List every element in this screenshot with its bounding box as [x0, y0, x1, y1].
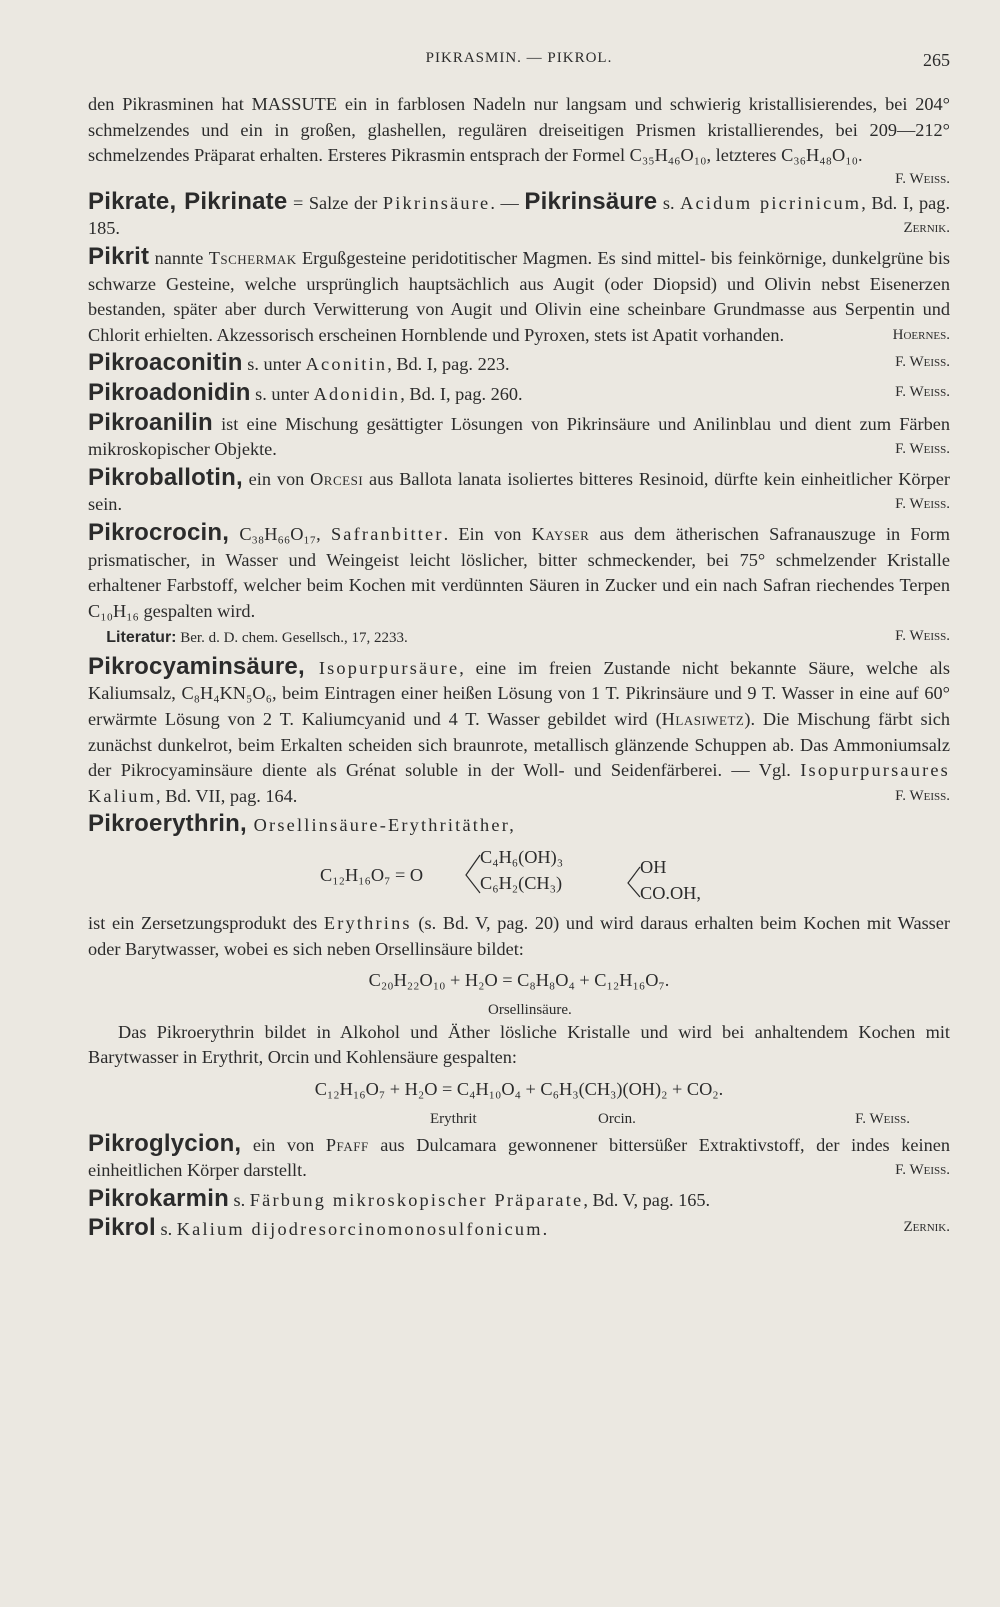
- entry-keyword: Pikrinsäure: [524, 187, 658, 215]
- entry-keyword: Pikroballotin,: [88, 463, 243, 491]
- signature: F. Weiss.: [895, 496, 950, 513]
- signature: F. Weiss.: [895, 170, 950, 187]
- entry-pikroglycion: Pikroglycion, ein von Pfaff aus Dulcamara gewonnener bittersüßer Extraktivstoff, der indes keinen einheitlichen Körper darstellt. F. Weiss.: [88, 1131, 950, 1184]
- structural-formula: C₁₂H₁₆O₇ = O C₄H₆(OH)₃ C₆H₂(CH₃) OH CO.OH,: [88, 845, 950, 909]
- equation-caption: Orsellinsäure.: [488, 1001, 572, 1018]
- entry-pikroanilin: Pikroanilin ist eine Mischung gesättigter Lösungen von Pikrinsäure und Anilinblau und dient zum Färben mikroskopischer Objekte. F. Weiss.: [88, 410, 950, 463]
- signature: F. Weiss.: [895, 628, 950, 645]
- entry-keyword: Pikroanilin: [88, 408, 213, 436]
- signature: F. Weiss.: [895, 441, 950, 458]
- entry-pikroerythrin: Pikroerythrin, Orsellinsäure-Erythritäther, C₁₂H₁₆O₇ = O C₄H₆(OH)₃ C₆H₂(CH₃) OH CO.OH, ist ein Zersetzungsprodukt des Erythrins (s. Bd. V, pag. 20) und wird daraus erhalten beim Kochen mit Wasser oder Barytwasser, wobei es sich neben Orsellinsäure bildet: C₂₀H₂₂O₁₀ + H₂O = C₈H₈O₄ + C₁₂H₁₆O₇. Orsellinsäure. Das Pikroerythrin bildet in Alkohol und Äther lösliche Kristalle und wird bei anhaltendem Kochen mit Barytwasser in Erythrit, Orcin und Kohlensäure gespalten: C₁₂H₁₆O₇ + H₂O = C₄H₁₀O₄ + C₆H₃(CH₃)(OH)₂ + CO₂. Erythrit Orcin. F. Weiss.: [88, 811, 950, 1128]
- signature: F. Weiss.: [895, 1162, 950, 1179]
- entry-keyword: Pikrate, Pikrinate: [88, 187, 288, 215]
- entry-keyword: Pikrit: [88, 242, 150, 270]
- signature: F. Weiss.: [895, 354, 950, 371]
- entry-pikroadonidin: Pikroadonidin s. unter Adonidin, Bd. I, pag. 260. F. Weiss.: [88, 378, 950, 406]
- signature: F. Weiss.: [855, 1110, 910, 1127]
- running-header: [88, 50, 950, 74]
- entry-keyword: Pikroerythrin,: [88, 810, 247, 838]
- entry-pikroballotin: Pikroballotin, ein von Orcesi aus Ballota lanata isoliertes bitteres Resinoid, dürfte kein einheitlicher Körper sein. F. Weiss.: [88, 465, 950, 518]
- equation-caption: Orcin.: [598, 1110, 636, 1127]
- entry-pikrokarmin: Pikrokarmin s. Färbung mikroskopischer Präparate, Bd. V, pag. 165.: [88, 1184, 711, 1212]
- literature-reference: Ber. d. D. chem. Gesellsch., 17, 2233.: [176, 630, 408, 647]
- entry-pikrocyaminsaeure: Pikrocyaminsäure, Isopurpursäure, eine im freien Zustande nicht bekannte Säure, welche als Kaliumsalz, C₈H₄KN₅O₆, beim Eintragen einer heißen Lösung von 1 T. Pikrinsäure und 9 T. Wasser in eine auf 60° erwärmte Lösung von 2 T. Kaliumcyanid und 4 T. Wasser gebildet wird (Hlasiwetz). Die Mischung färbt sich zunächst dunkelrot, beim Erkalten scheiden sich braunrote, metallisch glänzende Schuppen ab. Das Ammoniumsalz der Pikrocyaminsäure diente als Grénat soluble in der Woll- und Seidenfärberei. — Vgl. Isopurpursaures Kalium, Bd. VII, pag. 164. F. Weiss.: [88, 654, 950, 810]
- equation-caption: Erythrit: [430, 1110, 477, 1127]
- entry-pikrocrocin: Pikrocrocin, C₃₈H₆₆O₁₇, Safranbitter. Ein von Kayser aus dem ätherischen Safranauszuge in Form prismatischer, in Wasser und Weingeist leicht löslicher, bitter schmeckender, bei 75° schmelzender Kristalle erhaltener Farbstoff, welcher beim Kochen mit verdünnten Säuren in Zucker und ein nach Safran riechendes Terpen C₁₀H₁₆ gespalten wird. Literatur: Ber. d. D. chem. Gesellsch., 17, 2233. F. Weiss.: [88, 520, 950, 652]
- entry-keyword: Pikroadonidin: [88, 378, 251, 406]
- signature: Zernik.: [903, 220, 950, 237]
- entry-pikrate: Pikrate, Pikrinate = Salze der Pikrinsäure. — Pikrinsäure s. Acidum picrinicum, Bd. I, pag. 185. Zernik.: [88, 189, 950, 242]
- entry-keyword: Pikrocrocin,: [88, 518, 230, 546]
- running-title: PIKRASMIN. — PIKROL.: [425, 50, 613, 66]
- entry-keyword: Pikrocyaminsäure,: [88, 652, 305, 680]
- signature: F. Weiss.: [895, 383, 950, 400]
- entry-intro-continuation: den Pikrasminen hat MASSUTE ein in farblosen Nadeln nur langsam und schwierig kristallisierendes, bei 204° schmelzendes und ein in großen, glashellen, regulären dreiseitigen Prismen kristallierendes, bei 209—212° schmelzendes Präparat erhalten. Ersteres Pikrasmin entsprach der Formel C₃₅H₄₆O₁₀, letzteres C₃₆H₄₈O₁₀.: [88, 94, 950, 166]
- page-number: 265: [923, 50, 950, 70]
- signature: F. Weiss.: [895, 787, 950, 804]
- formula: C₃₈H₆₆O₁₇,: [229, 523, 331, 544]
- bracket-lines: [88, 845, 688, 909]
- signature: Hoernes.: [892, 326, 950, 343]
- equation: C₂₀H₂₂O₁₀ + H₂O = C₈H₈O₄ + C₁₂H₁₆O₇.: [368, 970, 670, 991]
- literature-label: Literatur:: [106, 629, 177, 647]
- entry-keyword: Pikroaconitin: [88, 349, 243, 377]
- entry-keyword: Pikroglycion,: [88, 1129, 242, 1157]
- entry-pikroaconitin: Pikroaconitin s. unter Aconitin, Bd. I, pag. 223. F. Weiss.: [88, 349, 950, 377]
- page-body: [88, 92, 950, 1245]
- entry-keyword: Pikrokarmin: [88, 1184, 229, 1212]
- signature: Zernik.: [903, 1219, 950, 1236]
- formula: C₁₀H₁₆: [88, 600, 139, 621]
- equation: C₁₂H₁₆O₇ + H₂O = C₄H₁₀O₄ + C₆H₃(CH₃)(OH)₂ + CO₂.: [314, 1079, 724, 1099]
- entry-pikrit: Pikrit nannte Tschermak Ergußgesteine peridotitischer Magmen. Es sind mittel- bis feinkörnige, dunkelgrüne bis schwarze Gesteine, welche ursprünglich hauptsächlich aus Augit (oder Diopsid) und Olivin nebst Eisenerzen bestanden, später aber durch Verwitterung von Augit und Olivin eine scheinbare Grundmasse aus Serpentin und Chlorit erhielten. Akzessorisch erscheinen Hornblende und Pyroxen, stets ist Apatit vorhanden. Hoernes.: [88, 244, 950, 348]
- entry-keyword: Pikrol: [88, 1214, 156, 1242]
- formula: C₈H₄KN₅O₆: [181, 683, 272, 704]
- entry-pikrol: Pikrol s. Kalium dijodresorcinomonosulfonicum. Zernik.: [88, 1214, 950, 1242]
